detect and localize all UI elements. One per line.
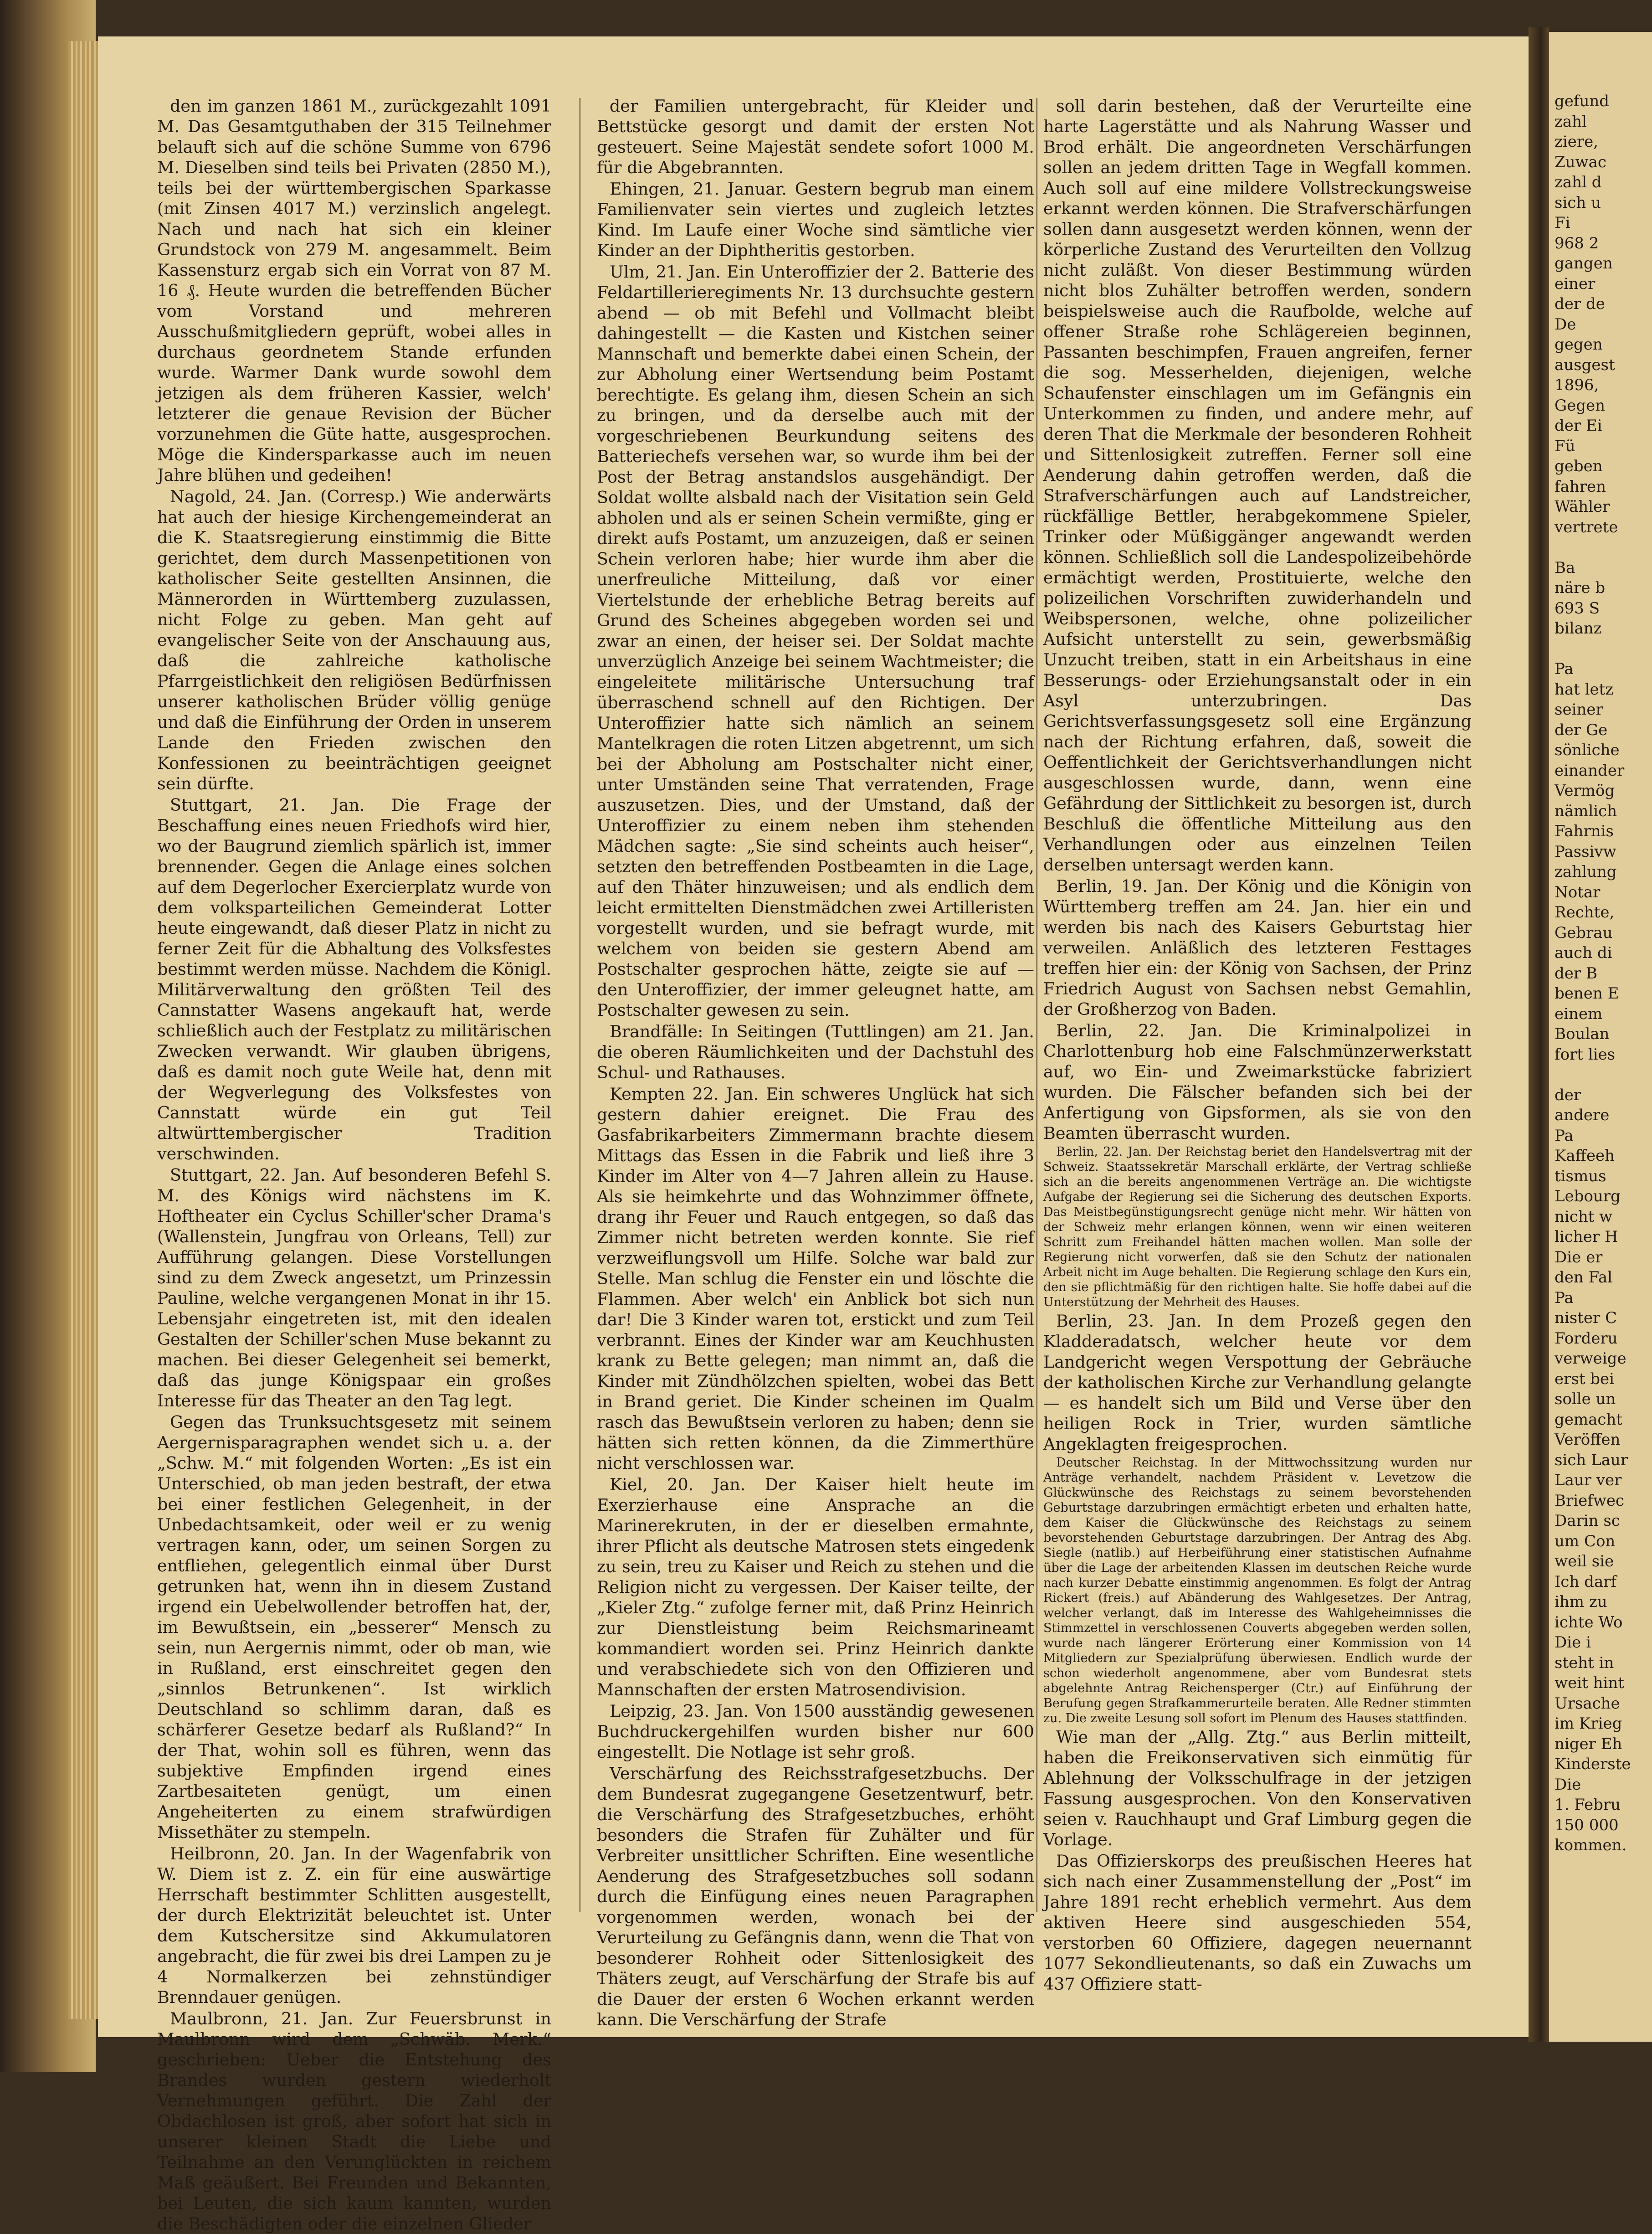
adjacent-page-line: einer: [1555, 274, 1596, 293]
adjacent-page-line: Die: [1555, 1775, 1581, 1794]
adjacent-page-line: sich u: [1555, 193, 1601, 212]
adjacent-page-line: Laur ver: [1555, 1471, 1622, 1489]
adjacent-page-line: zahlung: [1555, 863, 1617, 881]
article-berlin-koenig: Berlin, 19. Jan. Der König und die Königin von Württemberg treffen am 24. Jan. hier ein und werden bis nach des Kaisers Geburtstag hier verweilen. Anläßlich des letzteren Festtages treffen hier ein: der König von Sachsen, der Prinz Friedrich August von Sachsen nebst Gemahlin, der Großherzog von Baden.: [1043, 876, 1472, 1019]
adjacent-page-line: nämlich: [1555, 802, 1617, 820]
article-kempten: Kempten 22. Jan. Ein schweres Unglück hat sich gestern dahier ereignet. Die Frau des Gasfabrikarbeiters Zimmermann brachte diesem Mittags das Essen in die Fabrik und ließ ihre 3 Kinder im Alter von 4—7 Jahren allein zu Hause. Als sie heimkehrte und das Wohnzimmer öffnete, drang ihr Feuer und Rauch entgegen, so daß das Zimmer nicht betreten werden konnte. Sie rief verzweiflungsvoll um Hilfe. Solche war bald zur Stelle. Man schlug die Fenster ein und löschte die Flammen. Aber welch' ein Anblick bot sich nun dar! Die 3 Kinder waren tot, erstickt und zum Teil verbrannt. Eines der Kinder war am Keuchhusten krank zu Bette gelegen; man nimmt an, daß die Kinder mit Zündhölzchen spielten, wobei das Bett in Brand geriet. Die Kinder scheinen im Qualm rasch das Bewußtsein verloren zu haben; denn sie hätten sich retten können, da die Zimmerthüre nicht verschlossen war.: [597, 1084, 1034, 1473]
adjacent-page-line: nicht w: [1555, 1207, 1613, 1226]
adjacent-page-line: der de: [1555, 295, 1605, 313]
article-stuttgart-hoftheater: Stuttgart, 22. Jan. Auf besonderen Befehl S. M. des Königs wird nächstens im K. Hoftheater ein Cyclus Schiller'scher Drama's (Wallenstein, Jungfrau von Orleans, Tell) zur Aufführung gelangen. Diese Vorstellungen sind zu dem Zweck angesetzt, um Prinzessin Pauline, welche vergangenen Monat in ihr 15. Lebensjahr eingetreten ist, mit den idealen Gestalten der Schiller'schen Muse bekannt zu machen. Bei dieser Gelegenheit sei bemerkt, daß das junge Königspaar ein großes Interesse für das Theater an den Tag legt.: [157, 1165, 551, 1410]
article-berlin-kladderadatsch: Berlin, 23. Jan. In dem Prozeß gegen den Kladderadatsch, welcher heute vor dem Landgericht wegen Verspottung der Gebräuche der katholischen Kirche zur Verhandlung gelangte — es handelt sich um Bild und Verse über den heiligen Rock in Trier, wurden sämtliche Angeklagten freigesprochen.: [1043, 1311, 1472, 1454]
adjacent-page-line: Vermög: [1555, 782, 1615, 800]
adjacent-page-line: Gebrau: [1555, 923, 1613, 942]
article-ulm: Ulm, 21. Jan. Ein Unteroffizier der 2. Batterie des Feldartillerieregiments Nr. 13 durchsuchte gestern abend — ob mit Befehl und Vollmacht bleibt dahingestellt — die Kasten und Kistchen seiner Mannschaft und bemerkte dabei einen Schein, der zur Abholung einer Wertsendung beim Postamt berechtigte. Es gelang ihm, diesen Schein an sich zu bringen, und da derselbe auch mit der vorgeschriebenen Beurkundung seitens des Batteriechefs versehen war, so wurde ihm bei der Post der Betrag anstandslos ausgehändigt. Der Soldat wollte alsbald nach der Visitation sein Geld abholen und als er seinen Schein vermißte, ging er direkt aufs Postamt, um anzuzeigen, daß er seinen Schein verloren habe; hier wurde ihm aber die unerfreuliche Mitteilung, daß vor einer Viertelstunde der erhebliche Betrag bereits auf Grund des Scheines abgegeben worden sei und zwar an einen, der heiser sei. Der Soldat machte unverzüglich Anzeige bei seinem Wachtmeister; die eingeleitete militärische Untersuchung traf überraschend schnell auf den Richtigen. Der Unteroffizier hatte sich nämlich an seinem Mantelkragen die roten Litzen abgetrennt, um sich bei der Abholung am Postschalter nicht einer, unter Umständen seine That verratenden, Frage auszusetzen. Dies, und der Umstand, daß der Unteroffizier zu einem neben ihm stehenden Mädchen sagte: „Sie sind scheints auch heiser“, setzten den betreffenden Postbeamten in die Lage, auf den Thäter hinzuweisen; und als endlich dem leicht ermittelten Dienstmädchen zwei Artilleristen vorgestellt wurden, und sie befragt wurde, mit welchem von beiden sie gestern Abend am Postschalter gesprochen hätte, zeigte sie auf — den Unteroffizier, der immer geleugnet hatte, am Postschalter gewesen zu sein.: [597, 262, 1034, 1020]
adjacent-page-line: Gegen: [1555, 396, 1606, 415]
adjacent-page-line: Passivw: [1555, 842, 1616, 861]
adjacent-page-line: Fahrnis: [1555, 822, 1614, 840]
article-trunksuchtsgesetz: Gegen das Trunksuchtsgesetz mit seinem Aergernisparagraphen wendet sich u. a. der „Schw. M.“ mit folgenden Worten: „Es ist ein Unterschied, ob man jeden bestraft, der etwa bei einer festlichen Gelegenheit, in der Unbedachtsamkeit, oder weil er zu wenig vertragen kann, oder, um seinen Sorgen zu entfliehen, gelegentlich einmal über Durst getrunken hat, wenn ihn in diesem Zustand irgend ein Uebelwollender betroffen hat, der, im Bewußtsein, ein „besserer“ Mensch zu sein, nun Aergernis nimmt, oder ob man, wie in Rußland, erst einschreitet gegen den „sinnlos Betrunkenen“. Ist wirklich Deutschland so schlimm daran, daß es schärferer Gesetze bedarf als Rußland?“ In der That, wohin soll es führen, wenn das subjektive Empfinden irgend eines Zartbesaiteten genügt, um einen Angeheiterten zu einem strafwürdigen Missethäter zu stempeln.: [157, 1412, 551, 1842]
adjacent-page-line: Boulan: [1555, 1025, 1610, 1043]
adjacent-page-line: ihm zu: [1555, 1593, 1607, 1611]
adjacent-page-line: gegen: [1555, 335, 1603, 354]
adjacent-page-line: ausgest: [1555, 355, 1615, 374]
article-strafgesetzbuch-cont: soll darin bestehen, daß der Verurteilte eine harte Lagerstätte und als Nahrung Wasser und Brod erhält. Die angeordneten Verschärfungen sollen an jedem dritten Tage in Wegfall kommen. Auch soll auf eine mildere Vollstreckungsweise erkannt werden können. Die Strafverschärfungen sollen dann ausgesetzt werden können, wenn der körperliche Zustand des Verurteilten den Vollzug nicht zuläßt. Von dieser Bestimmung würden nicht blos Zuhälter betroffen werden, sondern beispielsweise auch die Raufbolde, welche auf offener Straße rohe Schlägereien beginnen, Passanten beschimpfen, Frauen angreifen, ferner die sog. Messerhelden, diejenigen, welche Schaufenster einschlagen um im Gefängnis ein Unterkommen zu finden, und andere mehr, auf deren That die Merkmale der besonderen Rohheit und Sittenlosigkeit zutreffen. Ferner soll eine Aenderung dahin getroffen werden, daß die Strafverschärfungen auch auf Landstreicher, rückfällige Bettler, herabgekommene Spieler, Trinker oder Müßiggänger angewandt werden können. Schließlich soll die Landespolizeibehörde ermächtigt werden, Prostituierte, welche den polizeilichen Vorschriften zuwiderhandeln und Weibspersonen, welche, ohne polizeilicher Aufsicht unterstellt zu sein, gewerbsmäßig Unzucht treiben, statt in ein Arbeitshaus in eine Besserungs- oder Erziehungsanstalt oder in ein Asyl unterzubringen. Das Gerichtsverfassungsgesetz soll eine Ergänzung nach der Richtung erfahren, daß, soweit die Oeffentlichkeit der Gerichtsverhandlungen nicht ausgeschlossen wurde, dann, wenn eine Gefährdung der Sittlichkeit zu besorgen ist, durch Beschluß die öffentliche Mitteilung aus den Verhandlungen oder aus einzelnen Teilen derselben untersagt werden kann.: [1043, 96, 1472, 875]
adjacent-page-line: hat letz: [1555, 680, 1614, 699]
adjacent-page-line: fahren: [1555, 477, 1606, 496]
article-heilbronn: Heilbronn, 20. Jan. In der Wagenfabrik von W. Diem ist z. Z. ein für eine auswärtige Herrschaft bestimmter Schlitten ausgestellt, der durch Elektrizität beleuchtet ist. Unter dem Kutschersitze sind Akkumulatoren angebracht, die für zwei bis drei Lampen zu je 4 Normalkerzen bei zehnstündiger Brenndauer genügen.: [157, 1844, 551, 2007]
adjacent-page-line: zahl d: [1555, 173, 1602, 191]
adjacent-page-line: kommen.: [1555, 1836, 1627, 1854]
adjacent-page-line: der B: [1555, 964, 1597, 983]
adjacent-page-line: einem: [1555, 1004, 1603, 1023]
adjacent-page-line: zahl: [1555, 112, 1587, 131]
adjacent-page-line: weil sie: [1555, 1552, 1614, 1570]
article-ehingen: Ehingen, 21. Januar. Gestern begrub man einem Familienvater sein viertes und zugleich letztes Kind. Im Laufe einer Woche sind sämtliche vier Kinder an der Diphtheritis gestorben.: [597, 179, 1034, 260]
adjacent-page-line: Briefwec: [1555, 1491, 1625, 1510]
adjacent-page-line: licher H: [1555, 1228, 1618, 1246]
adjacent-page-line: geben: [1555, 457, 1603, 475]
article-offizierskorps: Das Offizierskorps des preußischen Heeres hat sich nach einer Zusammenstellung der „Post“ im Jahre 1891 recht erheblich vermehrt. Aus dem aktiven Heere sind ausgeschieden 554, verstorben 60 Offiziere, dagegen neuernannt 1077 Sekondlieutenants, so daß ein Zuwachs um 437 Offiziere statt-: [1043, 1851, 1472, 1994]
adjacent-page-line: niger Eh: [1555, 1735, 1622, 1753]
adjacent-page-line: 693 S: [1555, 599, 1600, 618]
adjacent-page-line: der: [1555, 1086, 1581, 1104]
adjacent-page-line: gangen: [1555, 254, 1613, 273]
adjacent-page-line: Die er: [1555, 1248, 1603, 1266]
adjacent-page-line: tismus: [1555, 1167, 1606, 1185]
article-berlin-falschmuenzer: Berlin, 22. Jan. Die Kriminalpolizei in Charlottenburg hob eine Falschmünzerwerkstatt auf, wo Ein- und Zweimarkstücke fabriziert wurden. Die Fälscher befanden sich bei der Anfertigung von Gipsformen, als sie von den Beamten überrascht wurden.: [1043, 1021, 1472, 1143]
adjacent-page-line: Ba: [1555, 558, 1575, 577]
adjacent-page-line: Fü: [1555, 437, 1575, 455]
adjacent-page-line: benen E: [1555, 984, 1619, 1003]
adjacent-page-line: Kinderste: [1555, 1755, 1631, 1773]
adjacent-page-line: ziere,: [1555, 133, 1599, 151]
adjacent-page-line: Ursache: [1555, 1694, 1620, 1713]
binding-gutter: [1529, 27, 1549, 2042]
article-freikonservative: Wie man der „Allg. Ztg.“ aus Berlin mitteilt, haben die Freikonservativen sich einmütig für Ablehnung der Volksschulfrage in der jetzigen Fassung ausgesprochen. Von den Konservativen seien v. Rauchhaupt und Graf Limburg gegen die Vorlage.: [1043, 1727, 1472, 1849]
adjacent-page-line: auch di: [1555, 944, 1612, 962]
adjacent-page-line: Rechte,: [1555, 903, 1615, 921]
adjacent-page-line: Kaffeeh: [1555, 1147, 1615, 1165]
adjacent-page-line: fort lies: [1555, 1045, 1616, 1064]
adjacent-page-line: 1896,: [1555, 376, 1599, 394]
article-strafgesetzbuch: Verschärfung des Reichsstrafgesetzbuchs. Der dem Bundesrat zugegangene Gesetzentwurf, betr. die Verschärfung des Strafgesetzbuches, erhöht besonders die Strafen für Zuhälter und für Verbreiter unsittlicher Schriften. Eine wesentliche Aenderung des Strafgesetzbuches soll sodann durch die Einfügung eines neuen Paragraphen vorgenommen werden, wonach bei der Verurteilung zu Gefängnis dann, wenn die That von besonderer Rohheit oder Sittenlosigkeit des Thäters zeugt, auf Verschärfung der Strafe bis auf die Dauer der ersten 6 Wochen erkannt werden kann. Die Verschärfung der Strafe: [597, 1764, 1034, 2029]
column-3: [1043, 96, 1472, 1994]
adjacent-page-line: 968 2: [1555, 234, 1599, 252]
adjacent-page-line: weit hint: [1555, 1674, 1624, 1692]
adjacent-page-line: sönliche: [1555, 741, 1620, 759]
adjacent-page-line: bilanz: [1555, 619, 1602, 638]
adjacent-page-line: Pa: [1555, 660, 1574, 678]
adjacent-page-line: gemacht: [1555, 1410, 1622, 1429]
adjacent-page-line: gefund: [1555, 92, 1610, 110]
adjacent-page-line: steht in: [1555, 1653, 1614, 1672]
article-deutscher-reichstag: Deutscher Reichstag. In der Mittwochssitzung wurden nur Anträge verhandelt, nachdem Präsident v. Levetzow die Glückwünsche des Reichstags zu seinem bevorstehenden Geburtstage darzubringen ermächtigt erbeten und erhalten hatte, dem Kaiser die Glückwünsche des Reichstags zu seinem bevorstehenden Geburtstage darzubringen. Der Antrag des Abg. Siegle (natlib.) auf Herbeiführung einer statistischen Aufnahme über die Lage der arbeitenden Klassen im deutschen Reiche wurde nach kurzer Debatte einstimmig angenommen. Es folgt der Antrag Rickert (freis.) auf Abänderung des Wahlgesetzes. Der Antrag, welcher verlangt, daß im Interesse des Wahlgeheimnisses die Stimmzettel in verschlossenen Couverts abgegeben werden sollen, wurde nach längerer Erörterung einer Kommission von 14 Mitgliedern zur Spezialprüfung überwiesen. Endlich wurde der schon wiederholt angenommene, aber vom Bundesrat stets abgelehnte Antrag Reichensperger (Ctr.) auf Einführung der Berufung gegen Strafkammerurteile beraten. Alle Redner stimmten zu. Die zweite Lesung soll sofort im Plenum des Hauses stattfinden.: [1043, 1456, 1472, 1725]
adjacent-page-line: Zuwac: [1555, 153, 1606, 171]
article-maulbronn: Maulbronn, 21. Jan. Zur Feuersbrunst in Maulbronn wird dem „Schwäb. Merk.“ geschrieben: Ueber die Entstehung des Brandes wurden gestern wiederholt Vernehmungen geführt. Die Zahl der Obdachlosen ist groß, aber sofort hat sich in unserer kleinen Stadt die Liebe und Teilnahme an den Verunglückten in reichem Maß geäußert. Bei Freunden und Bekannten, bei Leuten, die sich kaum kannten, wurden die Beschädigten oder die einzelnen Glieder: [157, 2009, 551, 2234]
adjacent-page-line: verweige: [1555, 1349, 1626, 1368]
article-leipzig: Leipzig, 23. Jan. Von 1500 ausständig gewesenen Buchdruckergehilfen wurden bisher nur 600 eingestellt. Die Notlage ist sehr groß.: [597, 1701, 1034, 1762]
adjacent-page-line: Wähler: [1555, 498, 1610, 516]
adjacent-page-line: der Ge: [1555, 721, 1608, 739]
adjacent-page-line: im Krieg: [1555, 1714, 1622, 1733]
article-nagold: Nagold, 24. Jan. (Corresp.) Wie anderwärts hat auch der hiesige Kirchengemeinderat an die K. Staatsregierung einstimmig die Bitte gerichtet, dem durch Massenpetitionen von katholischer Seite gestellten Ansinnen, die Männerorden in Württemberg zuzulassen, nicht Folge zu geben. Man geht auf evangelischer Seite von der Anschauung aus, daß die zahlreiche katholische Pfarrgeistlichkeit den religiösen Bedürfnissen unserer katholischen Brüder völlig genüge und daß die Einführung der Orden in unserem Lande den Frieden zwischen den Konfessionen zu beeinträchtigen geeignet sein dürfte.: [157, 487, 551, 793]
adjacent-page-line: De: [1555, 315, 1576, 334]
article-kindersparkasse: den im ganzen 1861 M., zurückgezahlt 1091 M. Das Gesamtguthaben der 315 Teilnehmer belauft sich auf die schöne Summe von 6796 M. Dieselben sind teils bei Privaten (2850 M.), teils bei der württembergischen Sparkasse (mit Zinsen 4017 M.) verzinslich angelegt. Nach und nach hat sich ein kleiner Grundstock von 279 M. angesammelt. Beim Kassensturz ergab sich ein Vorrat von 87 M. 16 ₰. Heute wurden die betreffenden Bücher vom Vorstand und mehreren Ausschußmitgliedern geprüft, wobei alles in durchaus geordnetem Stande erfunden wurde. Warmer Dank wurde sowohl dem jetzigen als dem früheren Kassier, welch' letzterer die genaue Revision der Bücher vorzunehmen die Güte hatte, ausgesprochen. Möge die Kindersparkasse auch im neuen Jahre blühen und gedeihen!: [157, 96, 551, 485]
article-stuttgart-friedhof: Stuttgart, 21. Jan. Die Frage der Beschaffung eines neuen Friedhofs wird hier, wo der Baugrund ziemlich spärlich ist, immer brennender. Gegen die Anlage eines solchen auf dem Degerlocher Exercierplatz wurde von dem volksparteilichen Gemeinderat Lotter heute eingewandt, daß dieser Platz in nicht zu ferner Zeit für die Abhaltung des Volksfestes bestimmt werden müsse. Nachdem die Königl. Militärverwaltung den größten Teil des Cannstatter Wasens angekauft hat, werde schließlich auch der Festplatz zu militärischen Zwecken verwandt. Wir glauben übrigens, daß es damit noch gute Weile hat, denn mit der Wegverlegung des Volksfestes von Cannstatt würde ein gut Teil altwürttembergischer Tradition verschwinden.: [157, 795, 551, 1163]
adjacent-page-line: um Con: [1555, 1532, 1616, 1550]
column-1: [157, 96, 551, 2234]
adjacent-page-line: 1. Febru: [1555, 1796, 1621, 1814]
adjacent-page-line: Forderu: [1555, 1329, 1618, 1348]
adjacent-page-line: Ich darf: [1555, 1572, 1617, 1591]
column-rule-2: [1036, 98, 1037, 1912]
adjacent-page-line: Veröffen: [1555, 1431, 1621, 1449]
adjacent-page-line: Fi: [1555, 214, 1570, 232]
adjacent-page-line: Pa: [1555, 1126, 1574, 1145]
adjacent-page-line: Pa: [1555, 1288, 1574, 1307]
article-brandfaelle: Brandfälle: In Seitingen (Tuttlingen) am 21. Jan. die oberen Räumlichkeiten und der Dachstuhl des Schul- und Rathauses.: [597, 1022, 1034, 1082]
adjacent-page-line: Die i: [1555, 1633, 1591, 1652]
adjacent-page-line: ichte Wo: [1555, 1613, 1623, 1632]
column-2: [597, 96, 1034, 2029]
adjacent-page-line: sich Laur: [1555, 1451, 1628, 1469]
article-kiel: Kiel, 20. Jan. Der Kaiser hielt heute im Exerzierhause eine Ansprache an die Marinerekruten, in der er dieselben ermahnte, ihrer Pflicht als deutsche Matrosen stets eingedenk zu sein, treu zu Kaiser und Reich zu stehen und die Religion nicht zu vergessen. Der Kaiser teilte, der „Kieler Ztg.“ zufolge ferner mit, daß Prinz Heinrich zur Dienstleistung beim Reichsmarineamt kommandiert worden sei. Prinz Heinrich dankte und verabschiedete sich von den Offizieren und Mannschaften der ersten Matrosendivision.: [597, 1475, 1034, 1699]
adjacent-page-line: Darin sc: [1555, 1512, 1620, 1530]
adjacent-page-line: [1555, 537, 1652, 558]
article-berlin-reichstag: Berlin, 22. Jan. Der Reichstag beriet den Handelsvertrag mit der Schweiz. Staatssekretär Marschall erklärte, der Vertrag schließe sich an die bereits angenommenen Verträge an. Die wichtigste Aufgabe der Regierung sei die Sicherung des deutschen Exports. Das Meistbegünstigungsrecht genüge nicht mehr. Wir hätten von der Schweiz mehr erlangen können, wenn wir einen weiteren Schritt zum Freihandel hätten machen wollen. Man solle der Regierung nicht vorwerfen, daß sie den Schutz der nationalen Arbeit nicht im Auge behalten. Die Regierung schlage den Kurs ein, den sie pflichtmäßig für den richtigen halte. Sie hoffe dabei auf die Unterstützung der Mehrheit des Hauses.: [1043, 1145, 1472, 1309]
adjacent-page-line: [1555, 1065, 1652, 1085]
adjacent-page-line: nister C: [1555, 1309, 1617, 1327]
adjacent-page-line: seiner: [1555, 700, 1603, 719]
adjacent-page-line: [1555, 639, 1652, 659]
adjacent-page-line: vertrete: [1555, 518, 1618, 536]
adjacent-page-line: Notar: [1555, 883, 1601, 901]
adjacent-page-line: 150 000: [1555, 1816, 1619, 1834]
adjacent-page-line: Lebourg: [1555, 1187, 1621, 1205]
adjacent-page-text: [1555, 91, 1652, 1856]
adjacent-page-line: solle un: [1555, 1390, 1616, 1408]
adjacent-page-line: erst bei: [1555, 1369, 1615, 1388]
adjacent-page-line: den Fal: [1555, 1268, 1613, 1287]
adjacent-page-line: der Ei: [1555, 417, 1602, 435]
article-maulbronn-cont: der Familien untergebracht, für Kleider und Bettstücke gesorgt und damit der ersten Not gesteuert. Seine Majestät sendete sofort 1000 M. für die Abgebrannten.: [597, 96, 1034, 177]
adjacent-page-line: näre b: [1555, 579, 1606, 597]
adjacent-page-line: einander: [1555, 761, 1625, 780]
adjacent-page-line: andere: [1555, 1106, 1610, 1124]
